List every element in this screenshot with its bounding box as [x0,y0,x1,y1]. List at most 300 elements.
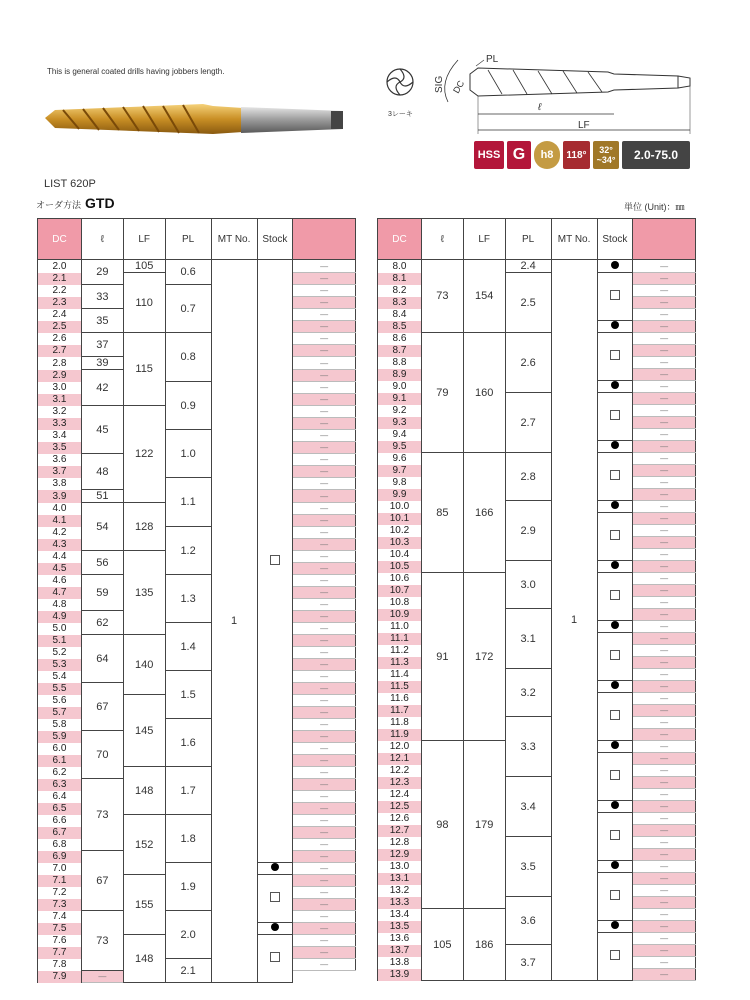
dc-cell: 4.9 [38,611,82,623]
in-stock-dot-icon [611,381,619,389]
spec-badges [474,141,690,169]
order-code-cell: — [293,911,356,923]
dc-cell: 10.0 [378,501,422,513]
dc-cell: 2.2 [38,285,82,297]
dc-cell: 3.9 [38,490,82,503]
l-cell: 73 [81,911,123,971]
order-code-cell: — [633,909,696,921]
dc-cell: 4.8 [38,599,82,611]
order-box-icon [610,710,620,720]
pl-cell: 3.4 [505,777,551,837]
dc-cell: 6.0 [38,743,82,755]
order-code-cell: — [293,731,356,743]
order-code-cell: — [293,406,356,418]
order-code-cell: — [633,465,696,477]
diameter-range-badge: 2.0-75.0 [622,141,690,169]
dc-cell: 8.1 [378,273,422,285]
pl-cell: 2.5 [505,273,551,333]
order-code-cell: — [633,717,696,729]
dc-cell: 11.0 [378,621,422,633]
dc-cell: 10.3 [378,537,422,549]
l-cell: 62 [81,611,123,635]
header-l: ℓ [421,219,463,260]
order-code-cell: — [293,454,356,466]
lf-cell: 145 [123,695,165,767]
in-stock-dot-icon [611,921,619,929]
lf-cell: 155 [123,875,165,935]
order-code-cell: — [633,933,696,945]
dc-cell: 3.0 [38,382,82,394]
dc-cell: 6.3 [38,779,82,791]
order-code-cell: — [633,417,696,429]
order-code-cell: — [293,309,356,321]
dc-cell: 2.6 [38,333,82,345]
in-stock-dot-icon [611,681,619,689]
order-code-cell: — [293,285,356,297]
stock-cell [597,381,633,393]
order-box-icon [610,830,620,840]
dc-cell: 5.0 [38,623,82,635]
l-cell: 42 [81,370,123,406]
order-label: オーダ方法 [36,200,82,210]
table-row [38,260,356,273]
order-code-cell: — [633,429,696,441]
header-mt: MT No. [211,219,257,260]
dc-cell: 3.5 [38,442,82,454]
order-code-cell: — [293,611,356,623]
header-dc: DC [378,219,422,260]
lf-cell: 135 [123,551,165,635]
order-code-cell: — [633,597,696,609]
dc-cell: 2.3 [38,297,82,309]
pl-cell: 1.8 [165,815,211,863]
dc-cell: 5.3 [38,659,82,671]
order-code-cell: — [293,887,356,899]
header-stock: Stock [257,219,293,260]
order-code-cell: — [293,333,356,345]
dc-cell: 8.4 [378,309,422,321]
order-code-cell: — [633,585,696,597]
order-code-cell: — [633,969,696,981]
order-code-cell: — [293,503,356,515]
table-row [38,333,356,345]
pl-cell: 0.6 [165,260,211,285]
in-stock-dot-icon [611,501,619,509]
order-code-cell: — [293,947,356,959]
dc-cell: 4.0 [38,503,82,515]
order-code-cell: — [293,683,356,695]
dc-cell: 12.0 [378,741,422,753]
stock-cell [597,321,633,333]
dc-cell: 10.8 [378,597,422,609]
dc-cell: 13.5 [378,921,422,933]
lf-cell: 166 [463,453,505,573]
dc-cell: 6.5 [38,803,82,815]
l-cell: 59 [81,575,123,611]
order-code-cell: — [293,539,356,551]
order-code-cell: — [633,405,696,417]
stock-cell [597,441,633,453]
h8-badge: h8 [534,141,560,169]
order-code-cell: — [633,945,696,957]
pl-cell: 3.2 [505,669,551,717]
dc-cell: 5.5 [38,683,82,695]
pl-cell: 3.6 [505,897,551,945]
order-code-cell: — [633,693,696,705]
order-code-cell: — [293,587,356,599]
l-cell: 70 [81,731,123,779]
order-code-cell: — [293,647,356,659]
order-code-cell: — [633,777,696,789]
dc-cell: 6.4 [38,791,82,803]
lf-cell: 172 [463,573,505,741]
order-code-cell: — [293,959,356,971]
order-code-cell: — [293,899,356,911]
dc-cell: 13.3 [378,897,422,909]
order-code-cell: — [633,489,696,501]
dc-cell: 4.1 [38,515,82,527]
pl-cell: 1.4 [165,623,211,671]
dc-cell: 8.2 [378,285,422,297]
order-box-icon [610,530,620,540]
dc-cell: 7.0 [38,863,82,875]
dc-cell: 6.6 [38,815,82,827]
stock-cell [597,453,633,501]
stock-cell [597,681,633,693]
in-stock-dot-icon [271,863,279,871]
order-code-cell: — [293,695,356,707]
dc-cell: 8.7 [378,345,422,357]
order-code-cell: — [633,789,696,801]
stock-cell [597,561,633,573]
header-lf: LF [463,219,505,260]
pl-cell: 3.5 [505,837,551,897]
dc-cell: 11.7 [378,705,422,717]
order-code-cell: — [633,813,696,825]
in-stock-dot-icon [611,261,619,269]
order-code-cell: — [633,669,696,681]
dc-cell: 10.9 [378,609,422,621]
lf-cell: 179 [463,741,505,909]
dc-cell: 12.6 [378,813,422,825]
right-size-table [377,218,696,981]
dc-cell: 12.7 [378,825,422,837]
order-code-cell: — [633,849,696,861]
order-code-cell: — [293,297,356,309]
stock-cell [597,573,633,621]
stock-cell [597,801,633,813]
table-row [38,911,356,923]
order-code-cell: — [633,393,696,405]
dc-cell: 8.9 [378,369,422,381]
order-code-cell: — [633,357,696,369]
stock-cell [597,273,633,321]
in-stock-dot-icon [611,801,619,809]
lf-cell: 128 [123,503,165,551]
stock-cell [597,501,633,513]
order-code-cell: — [293,863,356,875]
order-code-cell: — [633,741,696,753]
l-cell: 51 [81,490,123,503]
dc-cell: 7.8 [38,959,82,971]
dc-cell: 7.5 [38,923,82,935]
order-code-cell: — [293,659,356,671]
dc-cell: 12.1 [378,753,422,765]
table-row [378,260,696,273]
l-cell: 91 [421,573,463,741]
order-box-icon [610,770,620,780]
dc-cell: 11.2 [378,645,422,657]
stock-cell [597,260,633,273]
order-code-cell: — [293,707,356,719]
order-code-cell: — [293,827,356,839]
pl-cell: 1.5 [165,671,211,719]
dc-cell: 10.4 [378,549,422,561]
dc-cell: 4.2 [38,527,82,539]
dc-cell: 10.1 [378,513,422,525]
order-code-cell: — [293,671,356,683]
pl-cell: 2.8 [505,453,551,501]
order-code-cell: — [633,297,696,309]
order-code-cell: — [633,369,696,381]
order-code-cell: — [633,657,696,669]
sig-label: SIG [434,75,445,93]
dc-cell: 5.8 [38,719,82,731]
order-code-cell: — [633,513,696,525]
order-code-cell: — [633,801,696,813]
l-cell: 98 [421,741,463,909]
lf-cell: 154 [463,260,505,333]
hss-badge: HSS [474,141,504,169]
dc-cell: 9.3 [378,417,422,429]
order-code-cell: — [293,260,356,273]
dc-cell: 13.4 [378,909,422,921]
order-box-icon [610,290,620,300]
dc-cell: 10.6 [378,573,422,585]
dc-cell: 13.2 [378,885,422,897]
order-box-icon [610,470,620,480]
stock-cell [257,863,293,875]
dc-cell: 7.7 [38,947,82,959]
order-code-cell: — [293,345,356,357]
unit-label: 単位 (Unit)：㎜ [624,202,685,212]
order-box-icon [610,410,620,420]
pl-cell: 2.1 [165,959,211,983]
order-code-cell: — [633,957,696,969]
order-code-cell: — [633,309,696,321]
pl-cell: 1.0 [165,430,211,478]
pl-cell: 1.1 [165,478,211,527]
dc-cell: 2.4 [38,309,82,321]
order-code-cell: — [633,765,696,777]
pl-cell: 3.0 [505,561,551,609]
order-code-cell: — [293,923,356,935]
dc-cell: 9.4 [378,429,422,441]
dc-cell: 12.5 [378,801,422,813]
dc-cell: 12.3 [378,777,422,789]
order-code-cell: — [633,681,696,693]
pl-cell: 3.3 [505,717,551,777]
table-row [38,575,356,587]
order-code-cell: — [633,260,696,273]
dc-cell: 8.3 [378,297,422,309]
order-code-cell: — [293,527,356,539]
stock-cell [257,935,293,983]
dc-cell: 13.9 [378,969,422,981]
order-code-cell: — [633,753,696,765]
stock-cell [597,693,633,741]
order-code-cell: — [633,645,696,657]
order-code-cell: — [633,477,696,489]
order-code-cell: — [293,935,356,947]
header-pl: PL [165,219,211,260]
l-cell: 39 [81,357,123,370]
stock-cell [597,873,633,921]
dc-cell: 5.1 [38,635,82,647]
l-cell: 35 [81,309,123,333]
stock-cell [597,333,633,381]
dc-cell: 6.7 [38,827,82,839]
table-row [38,285,356,297]
dc-cell: 10.7 [378,585,422,597]
header-mt: MT No. [551,219,597,260]
header-code [293,219,356,260]
dc-cell: 13.0 [378,861,422,873]
order-box-icon [610,590,620,600]
order-code-cell: — [293,599,356,611]
order-code-cell: — [293,623,356,635]
order-code-cell: — [293,815,356,827]
in-stock-dot-icon [611,861,619,869]
dc-cell: 4.4 [38,551,82,563]
order-box-icon [270,952,280,962]
order-code-cell: — [293,719,356,731]
dc-cell: 2.5 [38,321,82,333]
order-code-cell: — [633,609,696,621]
stock-cell [257,923,293,935]
header-stock: Stock [597,219,633,260]
dc-cell: 9.2 [378,405,422,417]
order-code-cell: — [633,501,696,513]
dc-cell: 8.5 [378,321,422,333]
lf-cell: 110 [123,273,165,333]
pl-cell: 2.9 [505,501,551,561]
in-stock-dot-icon [611,321,619,329]
stock-cell [597,921,633,933]
order-code-cell: — [633,381,696,393]
order-code-cell: — [633,633,696,645]
order-code-cell: — [293,394,356,406]
order-code-cell: — [293,851,356,863]
order-code-cell: — [293,551,356,563]
dc-cell: 2.1 [38,273,82,285]
l-cell: 45 [81,406,123,454]
lf-cell: 115 [123,333,165,406]
pl-cell: 2.0 [165,911,211,959]
order-code-cell: — [293,767,356,779]
lf-cell: 148 [123,767,165,815]
order-code-cell: — [633,273,696,285]
stock-cell [597,741,633,753]
dc-cell: 6.1 [38,755,82,767]
order-box-icon [270,555,280,565]
dc-cell: 7.6 [38,935,82,947]
order-code-cell: — [633,345,696,357]
order-code-cell: — [633,705,696,717]
order-code-cell: — [293,755,356,767]
stock-cell [597,861,633,873]
l-cell: 85 [421,453,463,573]
dc-cell: 7.4 [38,911,82,923]
dc-cell: 11.4 [378,669,422,681]
helix-angle-badge: 32° ~34° [593,141,619,169]
order-code-cell: — [633,837,696,849]
l-cell: 29 [81,260,123,285]
dc-cell: 6.8 [38,839,82,851]
dc-label: DC [451,78,467,95]
stock-cell [597,621,633,633]
dc-cell: 8.0 [378,260,422,273]
order-code-cell: — [293,370,356,382]
pl-cell: 2.4 [505,260,551,273]
header-lf: LF [123,219,165,260]
mt-cell: 1 [211,260,257,983]
dc-cell: 5.9 [38,731,82,743]
order-code-cell: — [633,285,696,297]
dc-cell: 2.0 [38,260,82,273]
order-code-cell: — [293,466,356,478]
dc-cell: 13.8 [378,957,422,969]
order-box-icon [270,892,280,902]
dc-cell: 3.2 [38,406,82,418]
lf-cell: 152 [123,815,165,875]
order-code-cell: — [633,561,696,573]
dc-cell: 13.7 [378,945,422,957]
l-cell: 67 [81,683,123,731]
dc-cell: 13.6 [378,933,422,945]
order-code-cell: — [633,897,696,909]
dc-cell: 2.9 [38,370,82,382]
order-code-cell: — [293,839,356,851]
lf-cell: 122 [123,406,165,503]
order-code-cell: — [293,791,356,803]
stock-cell [597,513,633,561]
drill-photo [43,98,345,142]
stock-cell [597,753,633,801]
dc-cell: 8.8 [378,357,422,369]
l-cell: 73 [81,779,123,851]
order-code-cell: — [293,635,356,647]
order-code-cell: — [293,321,356,333]
order-code-cell: — [81,971,123,983]
dc-cell: 3.7 [38,466,82,478]
intro-text: This is general coated drills having jobbers length. [47,67,225,76]
l-cell: 73 [421,260,463,333]
order-code-cell: — [293,273,356,285]
order-code-cell: — [293,803,356,815]
order-code-cell: — [633,537,696,549]
dc-cell: 8.6 [378,333,422,345]
order-code-cell: — [293,478,356,490]
dc-cell: 5.2 [38,647,82,659]
dc-cell: 4.7 [38,587,82,599]
lf-cell: 148 [123,935,165,983]
pl-label: PL [486,54,499,65]
order-code-cell: — [633,453,696,465]
l-cell: 79 [421,333,463,453]
dc-cell: 13.1 [378,873,422,885]
dc-cell: 12.9 [378,849,422,861]
